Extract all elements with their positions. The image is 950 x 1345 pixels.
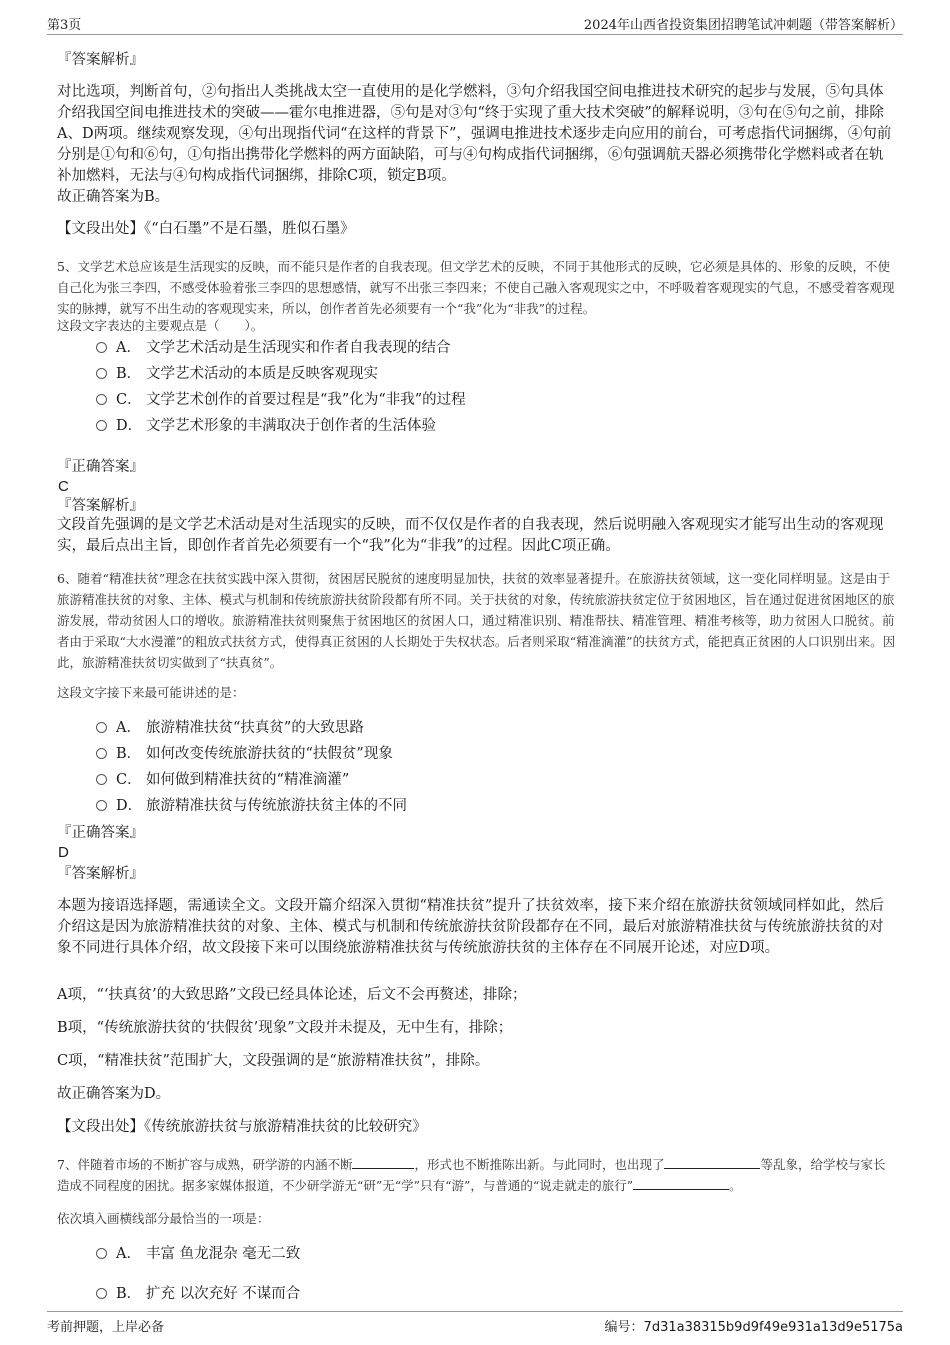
radio-icon[interactable] xyxy=(96,342,107,353)
radio-icon[interactable] xyxy=(96,394,107,405)
radio-icon[interactable] xyxy=(96,1288,107,1299)
radio-icon[interactable] xyxy=(96,420,107,431)
page-number: 第3页 xyxy=(47,18,82,33)
q5-stem: 5、文学艺术总应该是生活现实的反映，而不能只是作者的自我表现。但文学艺术的反映，不同于其他形式的反映，它必须是具体的、形象的反映，不使自己化为张三李四，不感受体验着张三李四的思想感情，就写不出张三李四来；不使自己融入客观现实之中，不呼吸着客观现实的气息，不感受着客观现实的脉搏，就写不出生动的客观现实来，所以，创作者首先必须要有一个“我”化为“非我”的过程。 xyxy=(57,259,895,316)
q4-conclusion: 故正确答案为B。 xyxy=(57,189,170,205)
radio-icon[interactable] xyxy=(96,748,107,759)
q6-option-c-note: C项，“精准扶贫”范围扩大，文段强调的是“旅游精准扶贫”，排除。 xyxy=(57,1053,490,1069)
page-header xyxy=(47,14,903,35)
q5-option-b[interactable]: B． 文学艺术活动的本质是反映客观现实 xyxy=(96,363,378,385)
radio-icon[interactable] xyxy=(96,774,107,785)
radio-icon[interactable] xyxy=(96,722,107,733)
q7-stem: 7、伴随着市场的不断扩容与成熟，研学游的内涵不断 ，形式也不断推陈出新。与此同时，也出现了 等乱象，给学校与家长造成不同程度的困扰。据多家媒体报道，不少研学游无“研”无“学”只有“游”，与普通的“说走就走的旅行” 。 xyxy=(57,1154,897,1196)
fill-blank-1 xyxy=(352,1154,414,1169)
q5-analysis-heading: 『答案解析』 xyxy=(57,498,144,514)
radio-icon[interactable] xyxy=(96,368,107,379)
fill-blank-3 xyxy=(633,1175,729,1190)
q6-option-d[interactable]: D． 旅游精准扶贫与传统旅游扶贫主体的不同 xyxy=(96,795,407,817)
q7-question: 依次填入画横线部分最恰当的一项是： xyxy=(57,1211,270,1226)
q5-option-d[interactable]: D． 文学艺术形象的丰满取决于创作者的生活体验 xyxy=(96,415,436,437)
q7-option-a[interactable]: A． 丰富 鱼龙混杂 毫无二致 xyxy=(96,1243,300,1265)
q6-option-a[interactable]: A． 旅游精准扶贫“扶真贫”的大致思路 xyxy=(96,717,364,739)
q6-correct-answer: D xyxy=(58,844,69,861)
q5-question: 这段文字表达的主要观点是（ ）。 xyxy=(57,318,264,333)
q4-analysis: 对比选项，判断首句，②句指出人类挑战太空一直使用的是化学燃料，③句介绍我国空间电推进技术研究的起步与发展，⑤句具体介绍我国空间电推进技术的突破——霍尔电推进器，⑤句是对③句“终于实现了重大技术突破”的解释说明，③句在⑤句之前，排除A、D两项。继续观察发现，④句出现指代词“在这样的背景下”，强调电推进技术逐步走向应用的前台，可考虑指代词捆绑，④句前分别是①句和⑥句，①句指出携带化学燃料的两方面缺陷，可与④句构成指代词捆绑，⑥句强调航天器必须携带化学燃料或者在轨补加燃料，无法与④句构成指代词捆绑，排除C项，锁定B项。 xyxy=(57,84,892,184)
q6-option-b[interactable]: B． 如何改变传统旅游扶贫的“扶假贫”现象 xyxy=(96,743,393,765)
q4-analysis-heading: 『答案解析』 xyxy=(57,52,144,68)
q6-option-c[interactable]: C． 如何做到精准扶贫的“精准滴灌” xyxy=(96,769,349,791)
q7-option-b[interactable]: B． 扩充 以次充好 不谋而合 xyxy=(96,1283,300,1305)
document-title: 2024年山西省投资集团招聘笔试冲刺题（带答案解析） xyxy=(583,18,903,33)
q5-option-a[interactable]: A． 文学艺术活动是生活现实和作者自我表现的结合 xyxy=(96,337,451,359)
q5-correct-heading: 『正确答案』 xyxy=(57,459,144,475)
q6-question: 这段文字接下来最可能讲述的是： xyxy=(57,685,245,700)
q6-conclusion: 故正确答案为D。 xyxy=(57,1086,171,1102)
fill-blank-2 xyxy=(664,1154,760,1169)
q5-option-c[interactable]: C． 文学艺术创作的首要过程是“我”化为“非我”的过程 xyxy=(96,389,466,411)
q6-source: 【文段出处】《传统旅游扶贫与旅游精准扶贫的比较研究》 xyxy=(57,1119,427,1135)
footer-slogan: 考前押题，上岸必备 xyxy=(47,1320,165,1335)
q6-analysis-heading: 『答案解析』 xyxy=(57,866,144,882)
q6-option-b-note: B项，“传统旅游扶贫的‘扶假贫’现象”文段并未提及，无中生有，排除； xyxy=(57,1020,513,1036)
q6-correct-heading: 『正确答案』 xyxy=(57,825,144,841)
q6-option-a-note: A项，“‘扶真贫’的大致思路”文段已经具体论述，后文不会再赘述，排除； xyxy=(57,987,527,1003)
q6-stem: 6、随着“精准扶贫”理念在扶贫实践中深入贯彻，贫困居民脱贫的速度明显加快，扶贫的效率显著提升。在旅游扶贫领域，这一变化同样明显。这是由于旅游精准扶贫的对象、主体、模式与机制和传统旅游扶贫阶段都有所不同。关于扶贫的对象，传统旅游扶贫定位于贫困地区，旨在通过促进贫困地区的旅游发展，带动贫困人口的增收。旅游精准扶贫则聚焦于贫困地区的贫困人口，通过精准识别、精准帮扶、精准管理、精准考核等，助力贫困人口脱贫。前者由于采取“大水漫灌”的粗放式扶贫方式，使得真正贫困的人长期处于失权状态。后者则采取“精准滴灌”的扶贫方式，能把真正贫困的人口识别出来。因此，旅游精准扶贫切实做到了“扶真贫”。 xyxy=(57,571,896,670)
page-footer xyxy=(47,1311,903,1337)
radio-icon[interactable] xyxy=(96,1248,107,1259)
q4-source: 【文段出处】《“白石墨”不是石墨，胜似石墨》 xyxy=(57,221,355,237)
radio-icon[interactable] xyxy=(96,800,107,811)
q6-analysis: 本题为接语选择题，需通读全文。文段开篇介绍深入贯彻“精准扶贫”提升了扶贫效率，接下来介绍在旅游扶贫领域同样如此，然后介绍这是因为旅游精准扶贫的对象、主体、模式与机制和传统旅游扶贫阶段都存在不同，最后对旅游精准扶贫与传统旅游扶贫的对象不同进行具体介绍，故文段接下来可以围绕旅游精准扶贫与传统旅游扶贫的主体存在不同展开论述，对应D项。 xyxy=(57,898,884,956)
document-id: 编号：7d31a38315b9d9f49e931a13d9e5175a xyxy=(604,1320,903,1335)
q5-analysis: 文段首先强调的是文学艺术活动是对生活现实的反映，而不仅仅是作者的自我表现，然后说明融入客观现实才能写出生动的客观现实，最后点出主旨，即创作者首先必须要有一个“我”化为“非我”的过程。因此C项正确。 xyxy=(57,517,884,554)
q5-correct-answer: C xyxy=(58,478,69,495)
